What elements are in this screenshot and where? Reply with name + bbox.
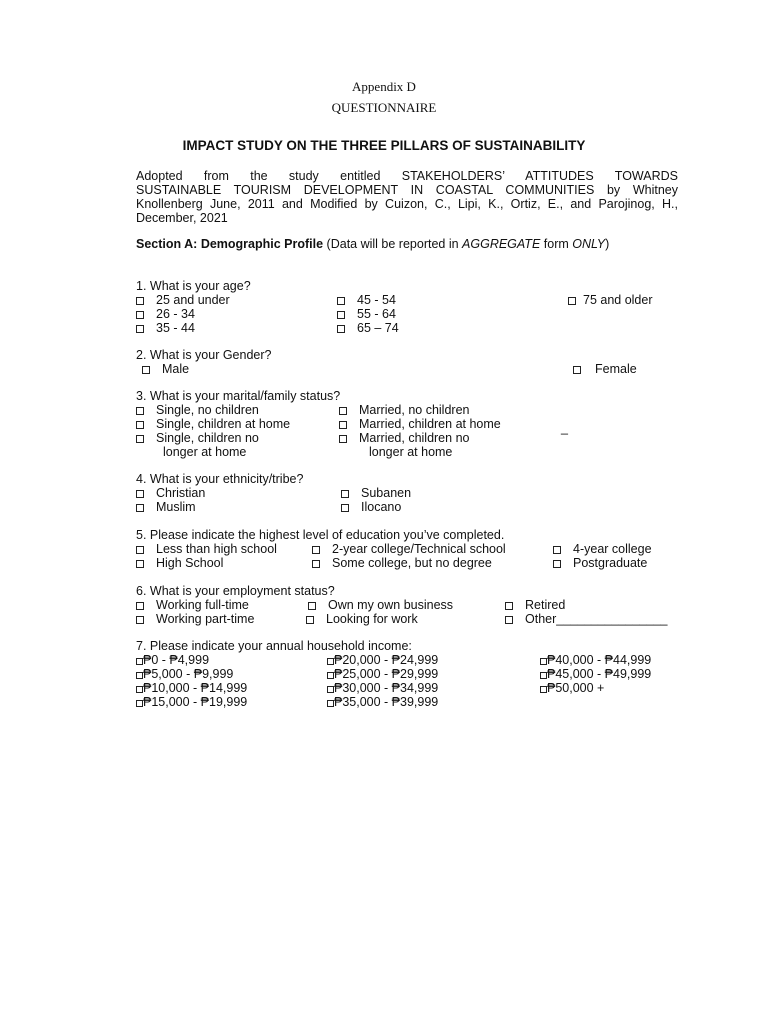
checkbox-icon[interactable] <box>327 658 334 665</box>
q1-option[interactable] <box>337 293 396 307</box>
q3-option-label: Single, children no <box>156 431 259 445</box>
checkbox-icon[interactable] <box>568 297 576 305</box>
section-a-note-close: ) <box>605 237 610 251</box>
q7-option[interactable] <box>540 667 651 681</box>
q3-option-label: Married, children at home <box>359 417 501 431</box>
q4-option[interactable] <box>341 486 411 500</box>
q5-option-label: Less than high school <box>156 542 277 556</box>
checkbox-icon[interactable] <box>505 616 513 624</box>
q6-option[interactable] <box>136 612 254 626</box>
q3-blank-line: _ <box>561 421 568 435</box>
checkbox-icon[interactable] <box>136 658 143 665</box>
q5-option[interactable] <box>312 556 492 570</box>
q5-option[interactable] <box>553 556 647 570</box>
q2-option-label: Female <box>595 362 637 376</box>
q7-option[interactable] <box>136 681 247 695</box>
q6-option[interactable] <box>505 612 668 626</box>
checkbox-icon[interactable] <box>327 686 334 693</box>
checkbox-icon[interactable] <box>136 435 144 443</box>
q7-option[interactable] <box>327 681 438 695</box>
q5-question: 5. Please indicate the highest level of education you’ve completed. <box>136 528 505 542</box>
q6-option-label: Working full-time <box>156 598 249 612</box>
checkbox-icon[interactable] <box>136 325 144 333</box>
checkbox-icon[interactable] <box>540 658 547 665</box>
q4-option[interactable] <box>136 486 205 500</box>
section-a-note-em2: ONLY <box>572 237 606 251</box>
section-a-note-open: (Data will be reported in <box>323 237 463 251</box>
q2-option[interactable] <box>142 362 189 376</box>
questionnaire-label: QUESTIONNAIRE <box>331 100 437 115</box>
q3-option-label-continued: longer at home <box>163 445 247 459</box>
q5-option-label: High School <box>156 556 224 570</box>
q3-option-label: Married, children no <box>359 431 470 445</box>
q6-option[interactable] <box>306 612 418 626</box>
page-title: IMPACT STUDY ON THE THREE PILLARS OF SUSTAINABILITY <box>182 138 586 153</box>
q3-option[interactable] <box>136 403 259 417</box>
q6-option-label: Working part-time <box>156 612 255 626</box>
q1-option-label: 26 - 34 <box>156 307 195 321</box>
q6-option[interactable] <box>308 598 453 612</box>
q1-option[interactable] <box>337 307 396 321</box>
q4-option-label: Muslim <box>156 500 196 514</box>
checkbox-icon[interactable] <box>136 504 144 512</box>
q3-option[interactable] <box>339 403 469 417</box>
q5-option-label: 4-year college <box>573 542 652 556</box>
q6-option[interactable] <box>136 598 249 612</box>
checkbox-icon[interactable] <box>312 560 320 568</box>
q1-option-label: 65 – 74 <box>357 321 399 335</box>
checkbox-icon[interactable] <box>339 421 347 429</box>
checkbox-icon[interactable] <box>540 686 547 693</box>
intro-line-1: Adopted from the study entitled STAKEHOLDERS’ ATTITUDES TOWARDS <box>136 169 678 183</box>
q7-option-label: ₱50,000 + <box>547 681 605 695</box>
q1-option-label: 25 and under <box>156 293 230 307</box>
q6-question: 6. What is your employment status? <box>136 584 335 598</box>
q3-question: 3. What is your marital/family status? <box>136 389 341 403</box>
q7-option[interactable] <box>327 667 438 681</box>
q1-option-label: 35 - 44 <box>156 321 195 335</box>
q1-option-label: 45 - 54 <box>357 293 396 307</box>
q4-option[interactable] <box>136 500 196 514</box>
section-a-heading <box>136 237 609 251</box>
checkbox-icon[interactable] <box>339 407 347 415</box>
checkbox-icon[interactable] <box>540 672 547 679</box>
checkbox-icon[interactable] <box>136 560 144 568</box>
q1-option[interactable] <box>568 293 653 307</box>
q7-option-label: ₱5,000 - ₱9,999 <box>143 667 234 681</box>
checkbox-icon[interactable] <box>341 490 349 498</box>
checkbox-icon[interactable] <box>136 407 144 415</box>
q2-question: 2. What is your Gender? <box>136 348 272 362</box>
q2-option-label: Male <box>162 362 190 376</box>
q7-option-label: ₱0 - ₱4,999 <box>143 653 210 667</box>
checkbox-icon[interactable] <box>142 366 150 374</box>
q7-option[interactable] <box>136 653 209 667</box>
q7-option-label: ₱35,000 - ₱39,999 <box>334 695 439 709</box>
intro-line-3: Knollenberg June, 2011 and Modified by Cuizon, C., Lipi, K., Ortiz, E., and Parojinog, H., <box>136 197 678 211</box>
checkbox-icon[interactable] <box>553 546 561 554</box>
q7-option[interactable] <box>136 667 233 681</box>
intro-line-4: December, 2021 <box>136 211 228 225</box>
q7-option-label: ₱40,000 - ₱44,999 <box>547 653 652 667</box>
checkbox-icon[interactable] <box>327 672 334 679</box>
q5-option[interactable] <box>136 542 277 556</box>
appendix-label: Appendix D <box>352 79 416 94</box>
checkbox-icon[interactable] <box>308 602 316 610</box>
q4-option-label: Christian <box>156 486 206 500</box>
q1-option-label: 75 and older <box>583 293 653 307</box>
checkbox-icon[interactable] <box>327 700 334 707</box>
q7-option[interactable] <box>540 653 651 667</box>
checkbox-icon[interactable] <box>136 616 144 624</box>
q5-option-label: Some college, but no degree <box>332 556 492 570</box>
q2-option[interactable] <box>573 362 637 376</box>
checkbox-icon[interactable] <box>136 686 143 693</box>
q1-question: 1. What is your age? <box>136 279 251 293</box>
q1-option[interactable] <box>136 293 230 307</box>
checkbox-icon[interactable] <box>136 421 144 429</box>
section-a-note-mid: form <box>540 237 573 251</box>
q3-option[interactable] <box>339 431 469 445</box>
checkbox-icon[interactable] <box>136 700 143 707</box>
checkbox-icon[interactable] <box>553 560 561 568</box>
q7-option[interactable] <box>327 695 438 709</box>
q7-option[interactable] <box>540 681 604 695</box>
q7-option-label: ₱45,000 - ₱49,999 <box>547 667 652 681</box>
checkbox-icon[interactable] <box>337 297 345 305</box>
q6-option[interactable] <box>505 598 565 612</box>
q5-option[interactable] <box>136 556 223 570</box>
checkbox-icon[interactable] <box>573 366 581 374</box>
q1-option[interactable] <box>337 321 399 335</box>
q6-option-label: Looking for work <box>326 612 418 626</box>
q7-question: 7. Please indicate your annual household income: <box>136 639 412 653</box>
q7-option-label: ₱25,000 - ₱29,999 <box>334 667 439 681</box>
q3-option-label: Married, no children <box>359 403 470 417</box>
checkbox-icon[interactable] <box>339 435 347 443</box>
q6-option-label: Other________________ <box>525 612 668 626</box>
q6-option-label: Own my own business <box>328 598 454 612</box>
checkbox-icon[interactable] <box>136 311 144 319</box>
q7-option[interactable] <box>136 695 247 709</box>
q4-option[interactable] <box>341 500 401 514</box>
q1-option-label: 55 - 64 <box>357 307 396 321</box>
q4-option-label: Ilocano <box>361 500 402 514</box>
section-a-label: Section A: Demographic Profile <box>136 237 324 251</box>
q3-option-label: Single, no children <box>156 403 259 417</box>
checkbox-icon[interactable] <box>136 672 143 679</box>
q6-option-label: Retired <box>525 598 566 612</box>
checkbox-icon[interactable] <box>337 325 345 333</box>
checkbox-icon[interactable] <box>136 546 144 554</box>
q7-option-label: ₱15,000 - ₱19,999 <box>143 695 248 709</box>
q3-option[interactable] <box>136 417 290 431</box>
q3-option-label: Single, children at home <box>156 417 291 431</box>
q5-option[interactable] <box>553 542 652 556</box>
q5-option-label: Postgraduate <box>573 556 648 570</box>
q5-option[interactable] <box>312 542 506 556</box>
q5-option-label: 2-year college/Technical school <box>332 542 506 556</box>
q4-question: 4. What is your ethnicity/tribe? <box>136 472 304 486</box>
q3-option-label-continued: longer at home <box>369 445 453 459</box>
checkbox-icon[interactable] <box>136 490 144 498</box>
checkbox-icon[interactable] <box>136 297 144 305</box>
q3-option[interactable] <box>339 417 501 431</box>
checkbox-icon[interactable] <box>341 504 349 512</box>
checkbox-icon[interactable] <box>136 602 144 610</box>
intro-line-2: SUSTAINABLE TOURISM DEVELOPMENT IN COASTAL COMMUNITIES by Whitney <box>136 183 678 197</box>
checkbox-icon[interactable] <box>306 616 314 624</box>
checkbox-icon[interactable] <box>505 602 513 610</box>
q7-option-label: ₱30,000 - ₱34,999 <box>334 681 439 695</box>
checkbox-icon[interactable] <box>337 311 345 319</box>
checkbox-icon[interactable] <box>312 546 320 554</box>
q4-option-label: Subanen <box>361 486 412 500</box>
section-a-note-em1: AGGREGATE <box>462 237 541 251</box>
q7-option-label: ₱20,000 - ₱24,999 <box>334 653 439 667</box>
q7-option-label: ₱10,000 - ₱14,999 <box>143 681 248 695</box>
q1-option[interactable] <box>136 321 195 335</box>
q1-option[interactable] <box>136 307 195 321</box>
q3-option[interactable] <box>136 431 259 445</box>
q7-option[interactable] <box>327 653 438 667</box>
